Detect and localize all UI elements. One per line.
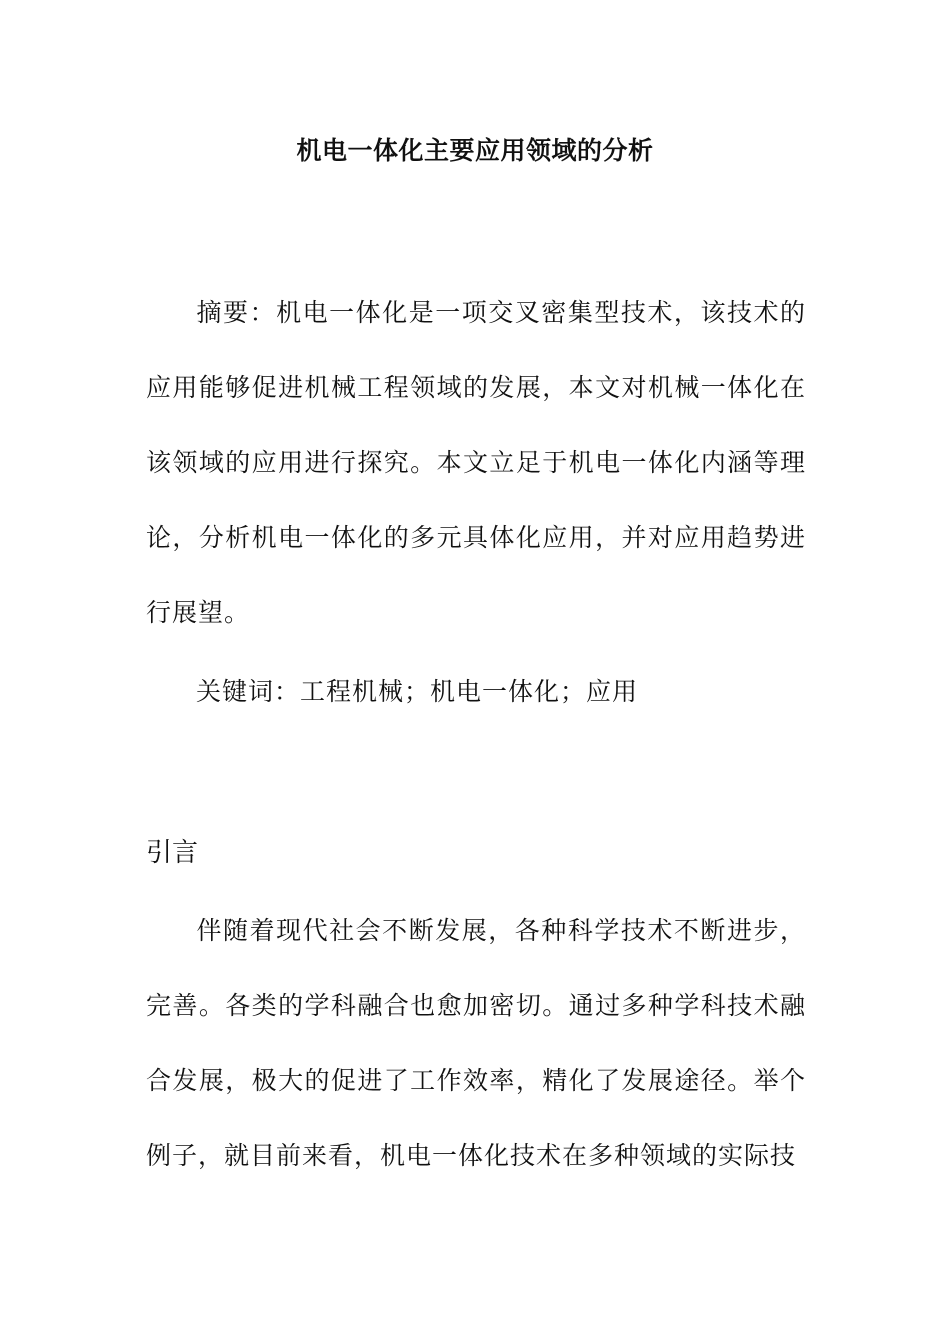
keywords-text: 关键词：工程机械；机电一体化；应用 [196,677,639,706]
section-heading: 引言 [146,838,199,868]
page-title: 机电一体化主要应用领域的分析 [296,136,654,165]
abstract-paragraph [146,275,806,650]
intro-paragraph [146,893,806,1193]
keywords-paragraph [146,654,806,729]
abstract-text: 摘要：机电一体化是一项交叉密集型技术，该技术的应用能够促进机械工程领域的发展，本文对机械一体化在该领域的应用进行探究。本文立足于机电一体化内涵等理论，分析机电一体化的多元具体化应用，并对应用趋势进行展望。 [146,298,806,627]
intro-text: 伴随着现代社会不断发展，各种科学技术不断进步，完善。各类的学科融合也愈加密切。通过多种学科技术融合发展，极大的促进了工作效率，精化了发展途径。举个例子，就目前来看，机电一体化技术在多种领域的实际技 [146,916,806,1170]
